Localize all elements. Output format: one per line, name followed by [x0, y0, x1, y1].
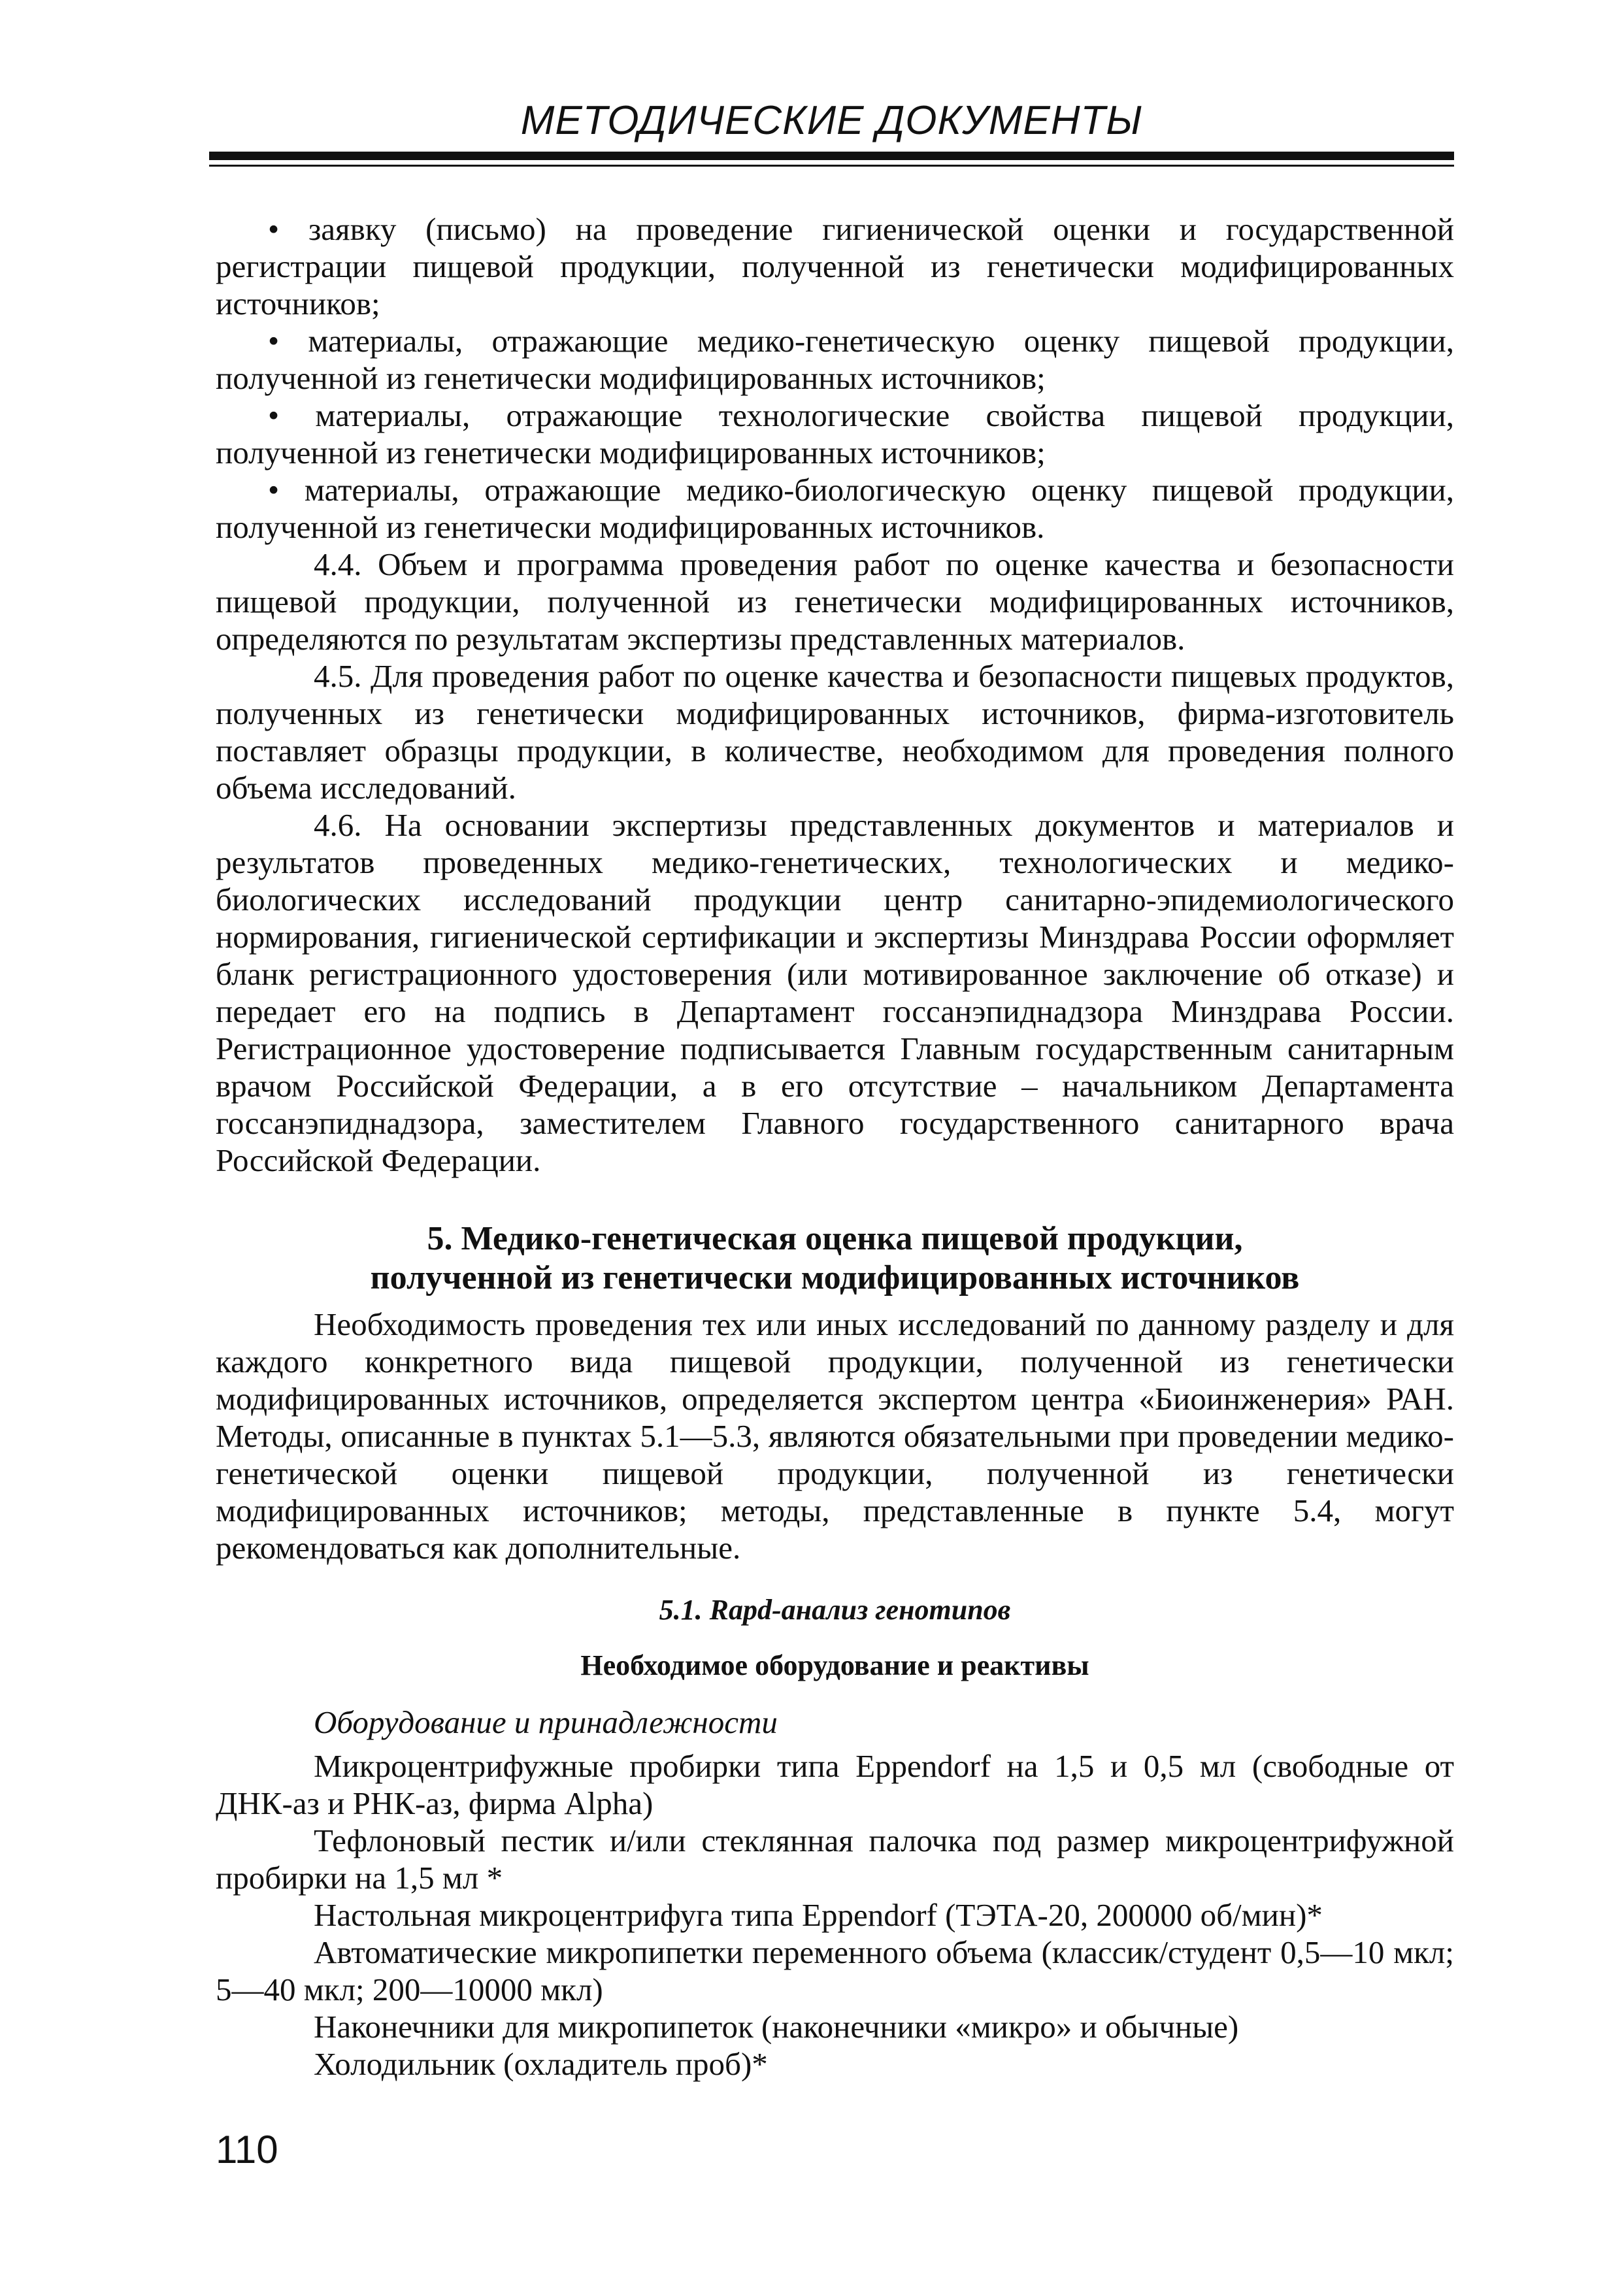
bullet-item: • материалы, отражающие медико-генетическую оценку пищевой продукции, полученной из генетически модифицированных источников; [216, 322, 1454, 397]
bullet-item: • заявку (письмо) на проведение гигиенической оценки и государственной регистрации пищевой продукции, полученной из генетически модифицированных источников; [216, 210, 1454, 322]
section-5-title-line1: 5. Медико-генетическая оценка пищевой продукции, [427, 1220, 1243, 1257]
header-rule-thick [209, 152, 1454, 160]
section-5-intro: Необходимость проведения тех или иных исследований по данному разделу и для каждого конкретного вида пищевой продукции, полученной из генетически модифицированных источников, определяется экспертом центра «Биоинженерия» РАН. Методы, описанные в пунктах 5.1—5.3, являются обязательными при проведении медико-генетической оценки пищевой продукции, полученной из генетически модифицированных источников; методы, представленные в пункте 5.4, могут рекомендоваться как дополнительные. [216, 1306, 1454, 1566]
running-header [209, 98, 1454, 144]
header-title: МЕТОДИЧЕСКИЕ ДОКУМЕНТЫ [520, 98, 1143, 143]
equipment-item: Настольная микроцентрифуга типа Eppendorf (ТЭТА-20, 200000 об/мин)* [314, 1897, 1323, 1933]
equipment-subheading: Оборудование и принадлежности [314, 1704, 778, 1740]
paragraph-4-6: 4.6. На основании экспертизы представленных документов и материалов и результатов проведенных медико-генетических, технологических и медико-биологических исследований продукции центр санитарно-эпидемиологического нормирования, гигиенической сертификации и экспертизы Минздрава России оформляет бланк регистрационного удостоверения (или мотивированное заключение об отказе) и передает его на подпись в Департамент госсанэпиднадзора Минздрава России. Регистрационное удостоверение подписывается Главным государственным санитарным врачом Российской Федерации, а в его отсутствие – начальником Департамента госсанэпиднадзора, заместителем Главного государственного санитарного врача Российской Федерации. [216, 807, 1454, 1178]
page-number: 110 [216, 2128, 278, 2171]
section-5-title-line2: полученной из генетически модифицированных источников [370, 1259, 1300, 1296]
paragraph-4-5: 4.5. Для проведения работ по оценке качества и безопасности пищевых продуктов, полученных из генетически модифицированных источников, фирма-изготовитель поставляет образцы продукции, в количестве, необходимом для проведения полного объема исследований. [216, 658, 1454, 806]
subsection-5-1-title: 5.1. Rapd-анализ генотипов [659, 1594, 1011, 1626]
equipment-heading: Необходимое оборудование и реактивы [580, 1649, 1089, 1681]
section-5-title [216, 1219, 1454, 1298]
header-rule-thin [209, 165, 1454, 167]
equipment-item: Автоматические микропипетки переменного объема (классик/студент 0,5—10 мкл; 5—40 мкл; 200—10000 мкл) [216, 1934, 1454, 2007]
equipment-item: Холодильник (охладитель проб)* [314, 2046, 768, 2082]
bullet-item: • материалы, отражающие технологические свойства пищевой продукции, полученной из генетически модифицированных источников; [216, 397, 1454, 471]
equipment-item: Наконечники для микропипеток (наконечники «микро» и обычные) [314, 2009, 1239, 2045]
bullet-item: • материалы, отражающие медико-биологическую оценку пищевой продукции, полученной из генетически модифицированных источников. [216, 471, 1454, 546]
equipment-item: Тефлоновый пестик и/или стеклянная палочка под размер микроцентрифужной пробирки на 1,5 мл * [216, 1823, 1454, 1896]
paragraph-4-4: 4.4. Объем и программа проведения работ по оценке качества и безопасности пищевой продукции, полученной из генетически модифицированных источников, определяются по результатам экспертизы представленных материалов. [216, 546, 1454, 657]
page-body [216, 210, 1454, 2083]
equipment-item: Микроцентрифужные пробирки типа Eppendorf на 1,5 и 0,5 мл (свободные от ДНК-аз и РНК-аз, фирма Alpha) [216, 1748, 1454, 1821]
